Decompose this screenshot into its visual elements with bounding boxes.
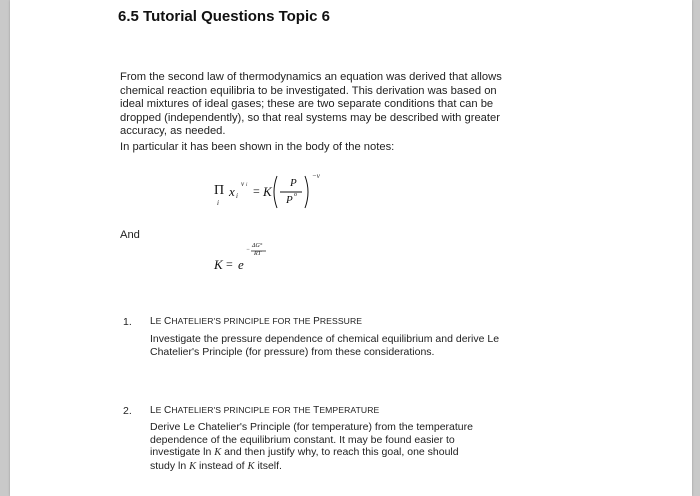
notes-sentence: In particular it has been shown in the body of the notes:: [120, 141, 395, 153]
intro-paragraph: From the second law of thermodynamics an equation was derived that allows chemical reaction equilibria to be investigated. This derivation was based on ideal mixtures of ideal gases; these are two separate conditions that can be dropped (independently), so that real systems may be described with greater accuracy, as needed.: [120, 71, 502, 138]
equation-equilibrium-constant: [214, 244, 294, 274]
equation-equilibrium-mole-fraction: [214, 172, 324, 212]
eq2-e: e: [238, 257, 244, 272]
item-2-heading: LE CHATELIER'S PRINCIPLE FOR THE TEMPERATURE: [150, 405, 380, 416]
eq2-exp-sign: −: [246, 247, 251, 253]
item-1-heading: LE CHATELIER'S PRINCIPLE FOR THE PRESSURE: [150, 316, 363, 327]
eq1-P: P: [290, 177, 297, 189]
eq2-exp-numerator: ΔG°: [252, 243, 263, 249]
eq1-equals: =: [253, 184, 260, 198]
item-2-body: Derive Le Chatelier's Principle (for temperature) from the temperature dependence of the equilibrium constant. It may be found easier to investigate ln K and then justify why, to reach this goal, one should study ln K instead of K itself.: [150, 421, 473, 472]
document-page: [10, 0, 692, 496]
item-1-number: 1.: [123, 316, 132, 328]
item-1-body: Investigate the pressure dependence of chemical equilibrium and derive Le Chatelier's Principle (for pressure) from these considerations.: [150, 333, 500, 358]
eq1-product-index: i: [217, 199, 219, 207]
eq1-x: x: [229, 184, 235, 199]
eq1-P0: P: [286, 194, 293, 206]
and-label: And: [120, 229, 140, 241]
eq2-exp-denominator: RT: [254, 251, 262, 257]
eq1-x-subscript: i: [236, 192, 238, 200]
eq1-nu-superscript: ν: [241, 180, 245, 188]
eq2-K: K: [214, 257, 223, 272]
item-2-number: 2.: [123, 405, 132, 417]
eq1-nu-subscript: i: [246, 183, 248, 188]
product-symbol: Π: [214, 183, 225, 198]
eq1-K: K: [263, 184, 272, 199]
page-title: 6.5 Tutorial Questions Topic 6: [118, 8, 330, 25]
eq2-equals: =: [226, 257, 233, 271]
eq1-P0-superscript: o: [294, 192, 297, 198]
eq1-exponent: −ν: [312, 172, 320, 180]
